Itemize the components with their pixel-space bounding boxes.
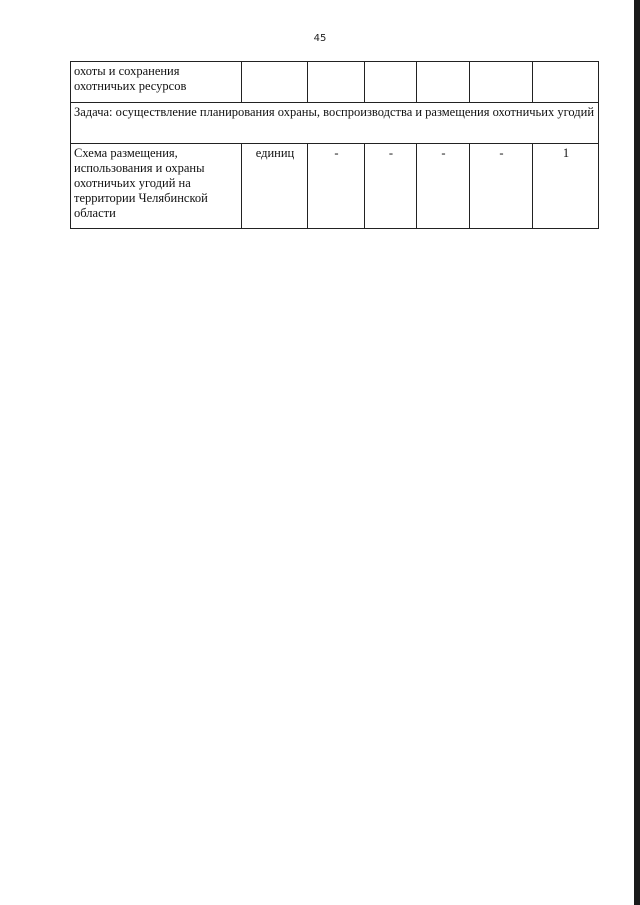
scan-edge-bar: [634, 0, 640, 905]
value-cell: [308, 62, 365, 103]
value-cell: [470, 62, 533, 103]
table-row: [71, 144, 599, 229]
value-cell: [533, 62, 599, 103]
page-number: 45: [313, 33, 327, 44]
value-cell: -: [417, 144, 470, 229]
indicator-name-cell: охоты и сохранения охотничьих ресурсов: [71, 62, 242, 103]
unit-cell: [242, 62, 308, 103]
task-row: [71, 103, 599, 144]
value-cell: 1: [533, 144, 599, 229]
value-cell: [417, 62, 470, 103]
unit-cell: единиц: [242, 144, 308, 229]
value-cell: -: [308, 144, 365, 229]
indicators-table: [70, 61, 599, 229]
table-row: [71, 62, 599, 103]
indicator-name-cell: Схема размещения, использования и охраны охотничьих угодий на территории Челябинской области: [71, 144, 242, 229]
task-cell: Задача: осуществление планирования охраны, воспроизводства и размещения охотничьих угодий: [71, 103, 599, 144]
value-cell: -: [470, 144, 533, 229]
value-cell: [365, 62, 417, 103]
value-cell: -: [365, 144, 417, 229]
